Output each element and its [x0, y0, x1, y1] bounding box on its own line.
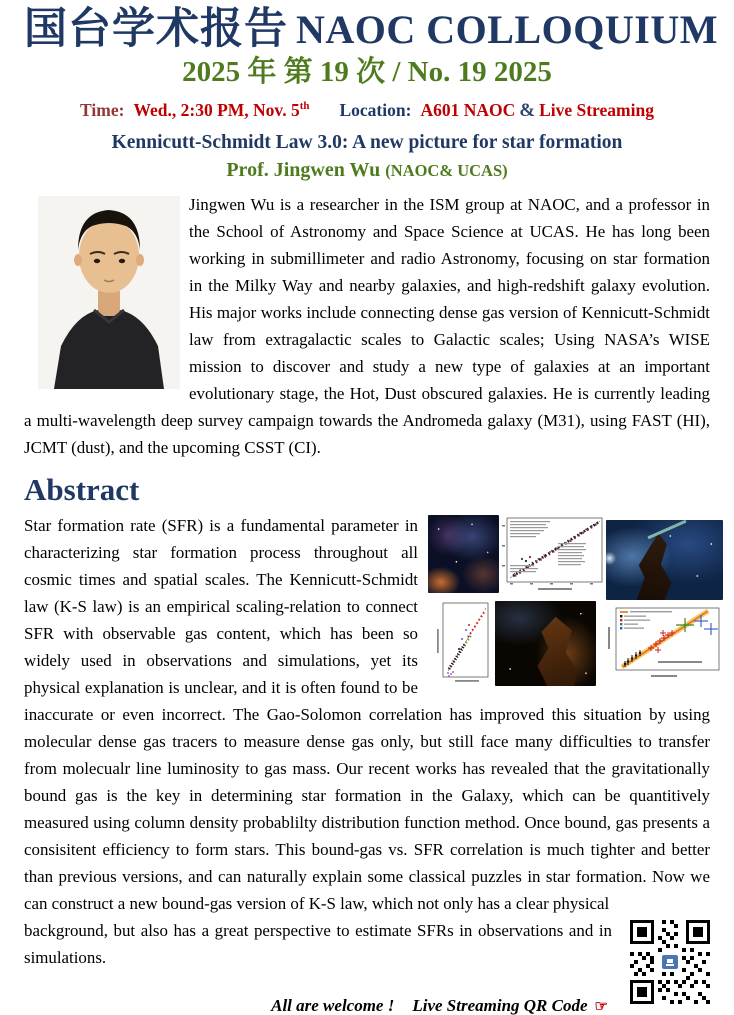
time-superscript: th: [299, 99, 310, 112]
abstract-body: [24, 512, 710, 917]
nebula-image-1: [428, 515, 499, 593]
location-value: A601 NAOC: [420, 99, 516, 120]
footer-left-column: [24, 917, 612, 1015]
poster-masthead: [24, 6, 718, 53]
session-number-line: 2025 年 第 19 次 / No. 19 2025: [182, 56, 552, 89]
equation-text: [658, 661, 702, 663]
abstract-text-part2: background, but also has a great perspective to estimate SFRs in observations and in simulations.: [24, 921, 612, 968]
ks-law-scatter-drawing: [500, 515, 605, 596]
bound-gas-plot-drawing: [606, 605, 723, 681]
speaker-name: Prof. Jingwen Wu: [226, 159, 381, 182]
speaker-affiliation: (NAOC& UCAS): [385, 161, 508, 181]
speaker-bio-text: Jingwen Wu is a researcher in the ISM group at NAOC, and a professor in the School of Astronomy and Space Science at UCAS. He has long been working in submillimeter and radio Astronomy, focusing on star formation in the Milky Way and nearby galaxies, and high-redshift galaxy evolution. His major works include connecting dense gas version of Kennicutt-Schmidt law from extragalactic scales to Galactic scales; Using NASA’s WISE mission to discover and study a new type of galaxies at an important evolutionary stage, the Hot, Dust obscured galaxies. He is currently leading a multi-wavelength deep survey campaign towards the Andromeda galaxy (M31), using FAST (HI), JCMT (dust), and the upcoming CSST (CI).: [24, 195, 710, 458]
ear-right: [136, 254, 144, 266]
time-location-line: [24, 99, 710, 124]
color-scatter-plot: [435, 599, 492, 686]
ks-law-scatter-plot: [500, 515, 605, 596]
ear-left: [74, 254, 82, 266]
abstract-text-part1: Star formation rate (SFR) is a fundamental parameter in characterizing star formation process throughout all cosmic times and spatial scales. The Kennicutt-Schmidt law (K-S law) is an empirical scaling-relation to connect SFR with observable gas content, which has been so widely used in observations and simulations, yet its physical explanation is unclear, and it is often found to be inaccurate or even incorrect. The Gao-Solomon correlation has improved this situation by using molecular dense gas tracers to measure dense gas only, but still face many difficulties to transfer from molecualr line luminosity to gas mass. Our recent works has revealed that the gravitationally bound gas is the key in determining star formation in the Galaxy, which can be quantitively measured using column density probablilty distribution function method. Once bound, gas presents a consisitent efficiency to form stars. This bound-gas vs. SFR correlation is much tighter and better than previous versions, and can naturally explain some classical puzzles in star formation. Now we can construct a new bound-gas version of K-S law, which not only has a clear physical: [24, 516, 710, 914]
welcome-text: All are welcome !: [271, 996, 395, 1015]
x-axis-label: [455, 680, 479, 682]
eye-left: [94, 259, 100, 263]
qr-label-text: Live Streaming QR Code: [412, 996, 588, 1015]
poster-footer-row: [24, 917, 710, 1015]
time-label: Time:: [80, 99, 125, 120]
talk-title: Kennicutt-Schmidt Law 3.0: A new picture for star formation: [111, 132, 623, 154]
speaker-bio-section: [24, 191, 710, 461]
y-axis-label: [608, 627, 610, 649]
dust-pillar-silhouette: [495, 601, 596, 686]
time-value-text: Wed., 2:30 PM, Nov. 5: [133, 99, 300, 120]
qr-center-logo: [659, 953, 681, 971]
live-streaming-qr-code: [630, 920, 710, 1004]
live-streaming-text: Live Streaming: [539, 99, 654, 120]
abstract-heading: Abstract: [24, 472, 140, 508]
welcome-line: [24, 996, 612, 1015]
qr-code-drawing: [630, 920, 710, 1004]
stellar-jet: [647, 520, 687, 539]
speaker-photo: [38, 196, 180, 389]
dust-pillar-silhouette: [606, 520, 723, 600]
abstract-figure-collage: [428, 515, 723, 686]
pointing-finger-icon: ☞: [594, 999, 608, 1015]
x-axis-label: [651, 675, 677, 677]
x-axis-label: [538, 588, 572, 590]
speaker-line: [24, 159, 710, 182]
speaker-photo-drawing: [38, 196, 180, 389]
legend-bottom-left: [510, 565, 538, 572]
y-axis-label: [437, 629, 439, 653]
color-scatter-drawing: [435, 599, 492, 686]
location-label: Location:: [339, 99, 412, 120]
bound-gas-sfr-plot: [606, 605, 723, 681]
masthead-title-english: NAOC COLLOQUIUM: [296, 7, 718, 52]
eye-right: [119, 259, 125, 263]
nebula-image-2: [606, 520, 723, 600]
ampersand: &: [519, 99, 536, 121]
masthead-title-chinese: 国台学术报告: [24, 6, 288, 53]
nebula-image-3: [495, 601, 596, 686]
time-value: [133, 100, 309, 120]
